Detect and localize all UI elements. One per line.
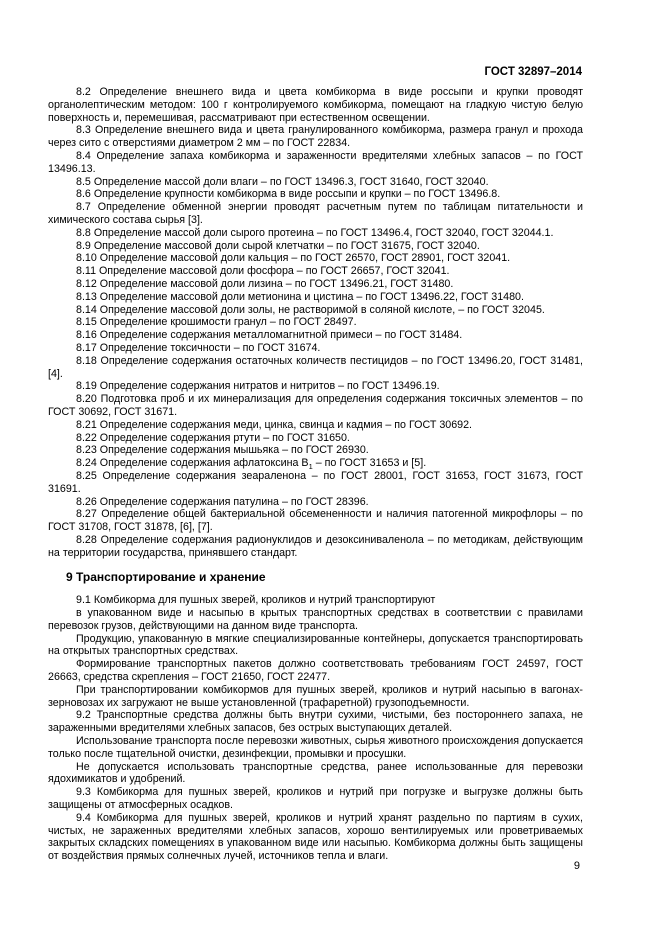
paragraph: 8.20 Подготовка проб и их минерализация для определения содержания токсичных элементов – по ГОСТ 30692, ГОСТ 31671. — [48, 393, 583, 418]
paragraph: 8.22 Определение содержания ртути – по ГОСТ 31650. — [76, 431, 350, 444]
paragraph: 8.25 Определение содержания зеараленона – по ГОСТ 28001, ГОСТ 31653, ГОСТ 31673, ГОСТ 31691. — [48, 469, 583, 495]
paragraph: 9.4 Комбикорма для пушных зверей, кроликов и нутрий хранят раздельно по партиям в сухих, чистых, не зараженных вредителями хлебных запасов, хорошо вентилируемых или проветриваемых закрытых складских помещениях в упакованном виде или насыпью. Комбикорма должны быть защищены от воздействия прямых солнечных лучей, источников тепла и влаги. — [48, 811, 583, 863]
page-content — [48, 86, 583, 863]
section-9-title: 9 Транспортирование и хранение — [66, 570, 266, 585]
document-header: ГОСТ 32897–2014 — [484, 66, 582, 78]
page-number: 9 — [573, 860, 580, 872]
paragraph: 8.5 Определение массой доли влаги – по ГОСТ 13496.3, ГОСТ 31640, ГОСТ 32040. — [76, 175, 489, 188]
p824-subscript: 1 — [308, 462, 313, 472]
p824-text: 8.24 Определение содержания афлатоксина В — [76, 457, 309, 470]
section-8b-list — [48, 470, 583, 560]
paragraph: При транспортировании комбикормов для пушных зверей, кроликов и нутрий насыпью в вагонах-зерновозах их загружают не выше установленной (трафаретной) грузоподъемности. — [48, 683, 583, 709]
paragraph: 8.4 Определение запаха комбикорма и зараженности вредителями хлебных запасов – по ГОСТ 13496.13. — [48, 149, 583, 175]
paragraph: 8.19 Определение содержания нитратов и нитритов – по ГОСТ 13496.19. — [76, 380, 440, 393]
paragraph: 8.18 Определение содержания остаточных количеств пестицидов – по ГОСТ 13496.20, ГОСТ 31481, [4]. — [48, 354, 583, 380]
paragraph: 8.8 Определение массой доли сырого протеина – по ГОСТ 13496.4, ГОСТ 32040, ГОСТ 32044.1. — [76, 226, 554, 239]
section-9-list — [48, 594, 583, 863]
paragraph: 8.6 Определение крупности комбикорма в виде россыпи и крупки – по ГОСТ 13496.8. — [76, 188, 501, 201]
paragraph: 9.1 Комбикорма для пушных зверей, кроликов и нутрий транспортируют — [76, 594, 436, 607]
paragraph: Продукцию, упакованную в мягкие специализированные контейнеры, допускается транспортировать на открытых транспортных средствах. — [48, 632, 583, 658]
paragraph: 8.16 Определение содержания металломагнитной примеси – по ГОСТ 31484. — [76, 329, 463, 342]
paragraph: 8.28 Определение содержания радионуклидов и дезоксиниваленола – по методикам, действующим на территории государства, принявшего стандарт. — [48, 533, 583, 559]
paragraph: Использование транспорта после перевозки животных, сырья животного происхождения допускается только после тщательной очистки, дезинфекции, промывки и просушки. — [48, 735, 583, 760]
paragraph-8-24 — [48, 457, 583, 470]
paragraph: 8.3 Определение внешнего вида и цвета гранулированного комбикорма, размера гранул и прохода через сито с отверстиями диаметром 2 мм – по ГОСТ 22834. — [48, 124, 583, 150]
paragraph: Не допускается использовать транспортные средства, ранее использованные для перевозки ядохимикатов и удобрений. — [48, 760, 583, 786]
paragraph: Формирование транспортных пакетов должно соответствовать требованиям ГОСТ 24597, ГОСТ 26663, средства скрепления – ГОСТ 21650, ГОСТ 22477. — [48, 658, 583, 684]
paragraph: 8.21 Определение содержания меди, цинка, свинца и кадмия – по ГОСТ 30692. — [76, 418, 473, 431]
paragraph: 8.11 Определение массовой доли фосфора – по ГОСТ 26657, ГОСТ 32041. — [76, 265, 450, 278]
paragraph: 8.17 Определение токсичности – по ГОСТ 31674. — [76, 341, 321, 354]
paragraph: 8.15 Определение крошимости гранул – по ГОСТ 28497. — [76, 316, 357, 329]
paragraph: 8.26 Определение содержания патулина – по ГОСТ 28396. — [76, 495, 369, 508]
paragraph: 8.27 Определение общей бактериальной обсемененности и наличия патогенной микрофлоры – по ГОСТ 31708, ГОСТ 31878, [6], [7]. — [48, 508, 583, 534]
paragraph: в упакованном виде и насыпью в крытых транспортных средствах в соответствии с правилами перевозок грузов, действующими на данном виде транспорта. — [48, 607, 583, 632]
paragraph: 8.13 Определение массовой доли метионина и цистина – по ГОСТ 13496.22, ГОСТ 31480. — [76, 290, 524, 303]
paragraph: 8.23 Определение содержания мышьяка – по ГОСТ 26930. — [76, 444, 369, 457]
section-8-list — [48, 86, 583, 457]
paragraph: 8.7 Определение обменной энергии проводят расчетным путем по таблицам питательности и химического состава сырья [3]. — [48, 201, 583, 226]
paragraph: 8.2 Определение внешнего вида и цвета комбикорма в виде россыпи и крупки проводят органолептическим методом: 100 г контролируемого комбикорма, помещают на гладкую чистую белую поверхность и, перемешивая, рассматривают при естественном освещении. — [48, 86, 583, 124]
p824-text-after: – по ГОСТ 31653 и [5]. — [312, 457, 427, 470]
paragraph: 9.2 Транспортные средства должны быть внутри сухими, чистыми, без постороннего запаха, не зараженными вредителями хлебных запасов, без острых выступающих деталей. — [48, 709, 583, 735]
paragraph: 8.14 Определение массовой доли золы, не растворимой в соляной кислоте, – по ГОСТ 32045. — [76, 303, 545, 316]
paragraph: 8.9 Определение массовой доли сырой клетчатки – по ГОСТ 31675, ГОСТ 32040. — [76, 239, 480, 252]
paragraph: 8.12 Определение массовой доли лизина – по ГОСТ 13496.21, ГОСТ 31480. — [76, 277, 454, 290]
paragraph: 8.10 Определение массовой доли кальция – по ГОСТ 26570, ГОСТ 28901, ГОСТ 32041. — [76, 252, 511, 265]
paragraph: 9.3 Комбикорма для пушных зверей, кроликов и нутрий при погрузке и выгрузке должны быть защищены от атмосферных осадков. — [48, 786, 583, 812]
